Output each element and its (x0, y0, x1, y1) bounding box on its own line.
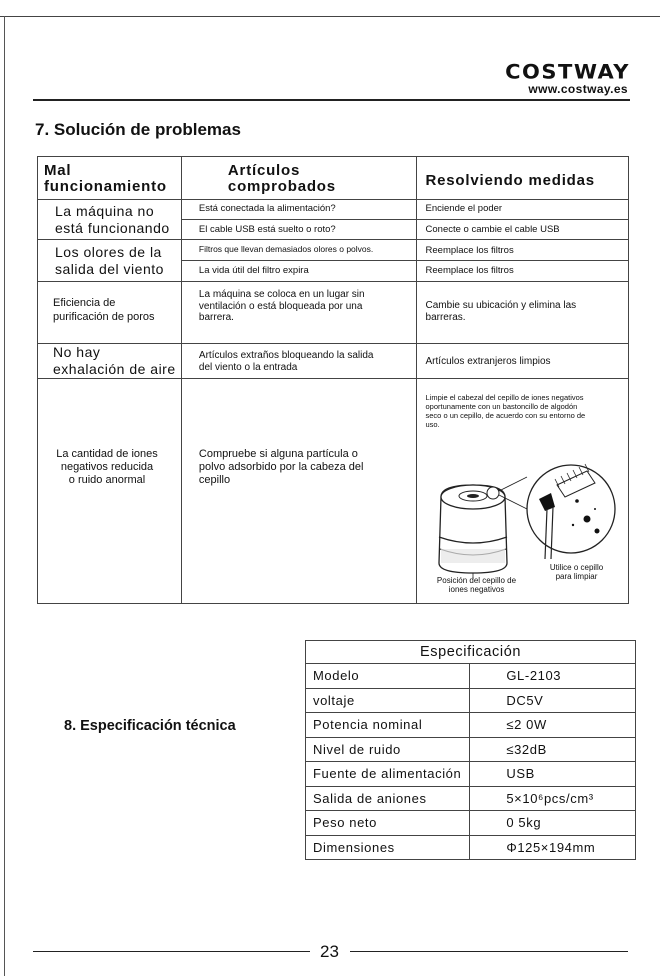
header-solutions-text: Resolviendo medidas (425, 172, 595, 189)
problem-line: Los olores de la (55, 244, 162, 260)
spec-label: Peso neto (306, 811, 470, 836)
solution-line: Artículos extranjeros limpios (425, 356, 551, 367)
spec-value: ≤32dB (470, 737, 636, 762)
caption-line: iones negativos (448, 585, 505, 594)
table-row (306, 835, 636, 860)
header-malfunction-line1: Mal (44, 162, 72, 179)
check-line: del viento o la entrada (198, 361, 298, 373)
spec-table-title: Especificación (306, 641, 636, 664)
table-row (38, 344, 629, 379)
check-line: La vida útil del filtro expira (198, 265, 309, 276)
check-line: Compruebe si alguna partícula o (198, 448, 358, 460)
problem-cell (38, 282, 182, 344)
problem-line: La cantidad de iones (56, 448, 158, 460)
table-row (306, 786, 636, 811)
checks-cell (181, 344, 416, 379)
solutions-cell (416, 379, 628, 604)
caption-use-brush (537, 563, 617, 581)
solution-line: Conecte o cambie el cable USB (425, 224, 560, 235)
spec-value: DC5V (470, 688, 636, 713)
solution-line: Reemplace los filtros (425, 265, 514, 276)
table-row (306, 664, 636, 689)
check-line: ventilación o está bloqueada por una (198, 300, 363, 312)
spec-label: voltaje (306, 688, 470, 713)
problem-cell (38, 379, 182, 604)
caption-line: Posición del cepillo de (436, 576, 517, 585)
problem-line: La máquina no (55, 203, 155, 219)
header-malfunction-line2: funcionamiento (44, 178, 167, 195)
problem-line: salida del viento (55, 261, 164, 277)
checks-cell (181, 240, 416, 282)
solutions-cell (416, 240, 628, 282)
solutions-cell (416, 282, 628, 344)
problem-cell (38, 200, 182, 240)
problem-cell (38, 344, 182, 379)
check-line: cepillo (198, 474, 231, 486)
page-top-edge (0, 16, 660, 17)
check-line: Artículos extraños bloqueando la salida (198, 350, 374, 361)
spec-value: Φ125×194mm (470, 835, 636, 860)
table-header-row (38, 157, 629, 200)
spec-value: ≤2 0W (470, 713, 636, 738)
specification-table (305, 640, 636, 860)
header-rule (33, 99, 630, 101)
problem-cell (38, 240, 182, 282)
problem-line: negativos reducida (60, 461, 154, 473)
solutions-cell (416, 200, 628, 240)
table-row (306, 811, 636, 836)
spec-label: Fuente de alimentación (306, 762, 470, 787)
spec-label: Potencia nominal (306, 713, 470, 738)
problem-line: Eficiencia de (53, 297, 116, 309)
spec-label: Nivel de ruido (306, 737, 470, 762)
caption-line: para limpiar (555, 572, 598, 581)
caption-brush-position (427, 576, 527, 594)
caption-line: Utilice o cepillo (549, 563, 604, 572)
brush-zoom-icon (527, 464, 615, 559)
table-row (38, 240, 629, 282)
check-line: Está conectada la alimentación? (182, 200, 416, 220)
check-line: barrera. (198, 312, 234, 323)
table-row (306, 762, 636, 787)
problem-line: purificación de poros (53, 311, 155, 323)
problem-line: No hay (53, 344, 101, 360)
solution-line: Cambie su ubicación y elimina las (425, 300, 577, 311)
check-line: El cable USB está suelto o roto? (198, 224, 336, 235)
purifier-icon (439, 477, 527, 579)
solution-line: uso. (425, 420, 440, 429)
brand-logo: COSTWAY (505, 60, 630, 84)
problem-line: o ruido anormal (68, 474, 146, 486)
header-malfunction (38, 157, 182, 200)
table-row (38, 282, 629, 344)
brand-website: www.costway.es (528, 82, 628, 96)
solution-line: oportunamente con un bastoncillo de algodón (425, 402, 578, 411)
solution-line: Enciende el poder (417, 200, 628, 220)
header-checked-items (181, 157, 416, 200)
troubleshooting-table (37, 156, 629, 604)
brush-cleaning-illustration (427, 459, 627, 579)
footer-rule-left (33, 951, 310, 952)
checks-cell (181, 379, 416, 604)
table-row (306, 688, 636, 713)
section-8-title: 8. Especificación técnica (64, 718, 236, 734)
spec-value: 0 5kg (470, 811, 636, 836)
header-checked-line2: comprobados (227, 178, 336, 195)
problem-line: exhalación de aire (53, 361, 176, 377)
footer-rule-right (350, 951, 628, 952)
section-7-title: 7. Solución de problemas (35, 120, 241, 139)
checks-cell (181, 200, 416, 240)
solution-line: Limpie el cabezal del cepillo de iones negativos (425, 393, 584, 402)
check-line: polvo adsorbido por la cabeza del (198, 461, 364, 473)
page-left-edge (4, 16, 5, 976)
spec-label: Dimensiones (306, 835, 470, 860)
spec-value: USB (470, 762, 636, 787)
table-row (306, 737, 636, 762)
spec-label: Salida de aniones (306, 786, 470, 811)
problem-line: está funcionando (55, 220, 170, 236)
checks-cell (181, 282, 416, 344)
check-line: La máquina se coloca en un lugar sin (198, 289, 365, 300)
table-row (38, 379, 629, 604)
spec-value: GL-2103 (470, 664, 636, 689)
solutions-cell (416, 344, 628, 379)
solution-line: Reemplace los filtros (417, 240, 628, 261)
header-solutions (416, 157, 628, 200)
solution-line: seco o un cepillo, de acuerdo con su entorno de (425, 411, 586, 420)
page-number: 23 (320, 942, 339, 961)
check-line: Filtros que llevan demasiados olores o polvos. (182, 240, 416, 261)
solution-line: barreras. (425, 312, 466, 323)
table-row (306, 713, 636, 738)
spec-label: Modelo (306, 664, 470, 689)
spec-value: 5×10⁶pcs/cm³ (470, 786, 636, 811)
header-checked-line1: Artículos (227, 162, 301, 179)
table-row (38, 200, 629, 240)
